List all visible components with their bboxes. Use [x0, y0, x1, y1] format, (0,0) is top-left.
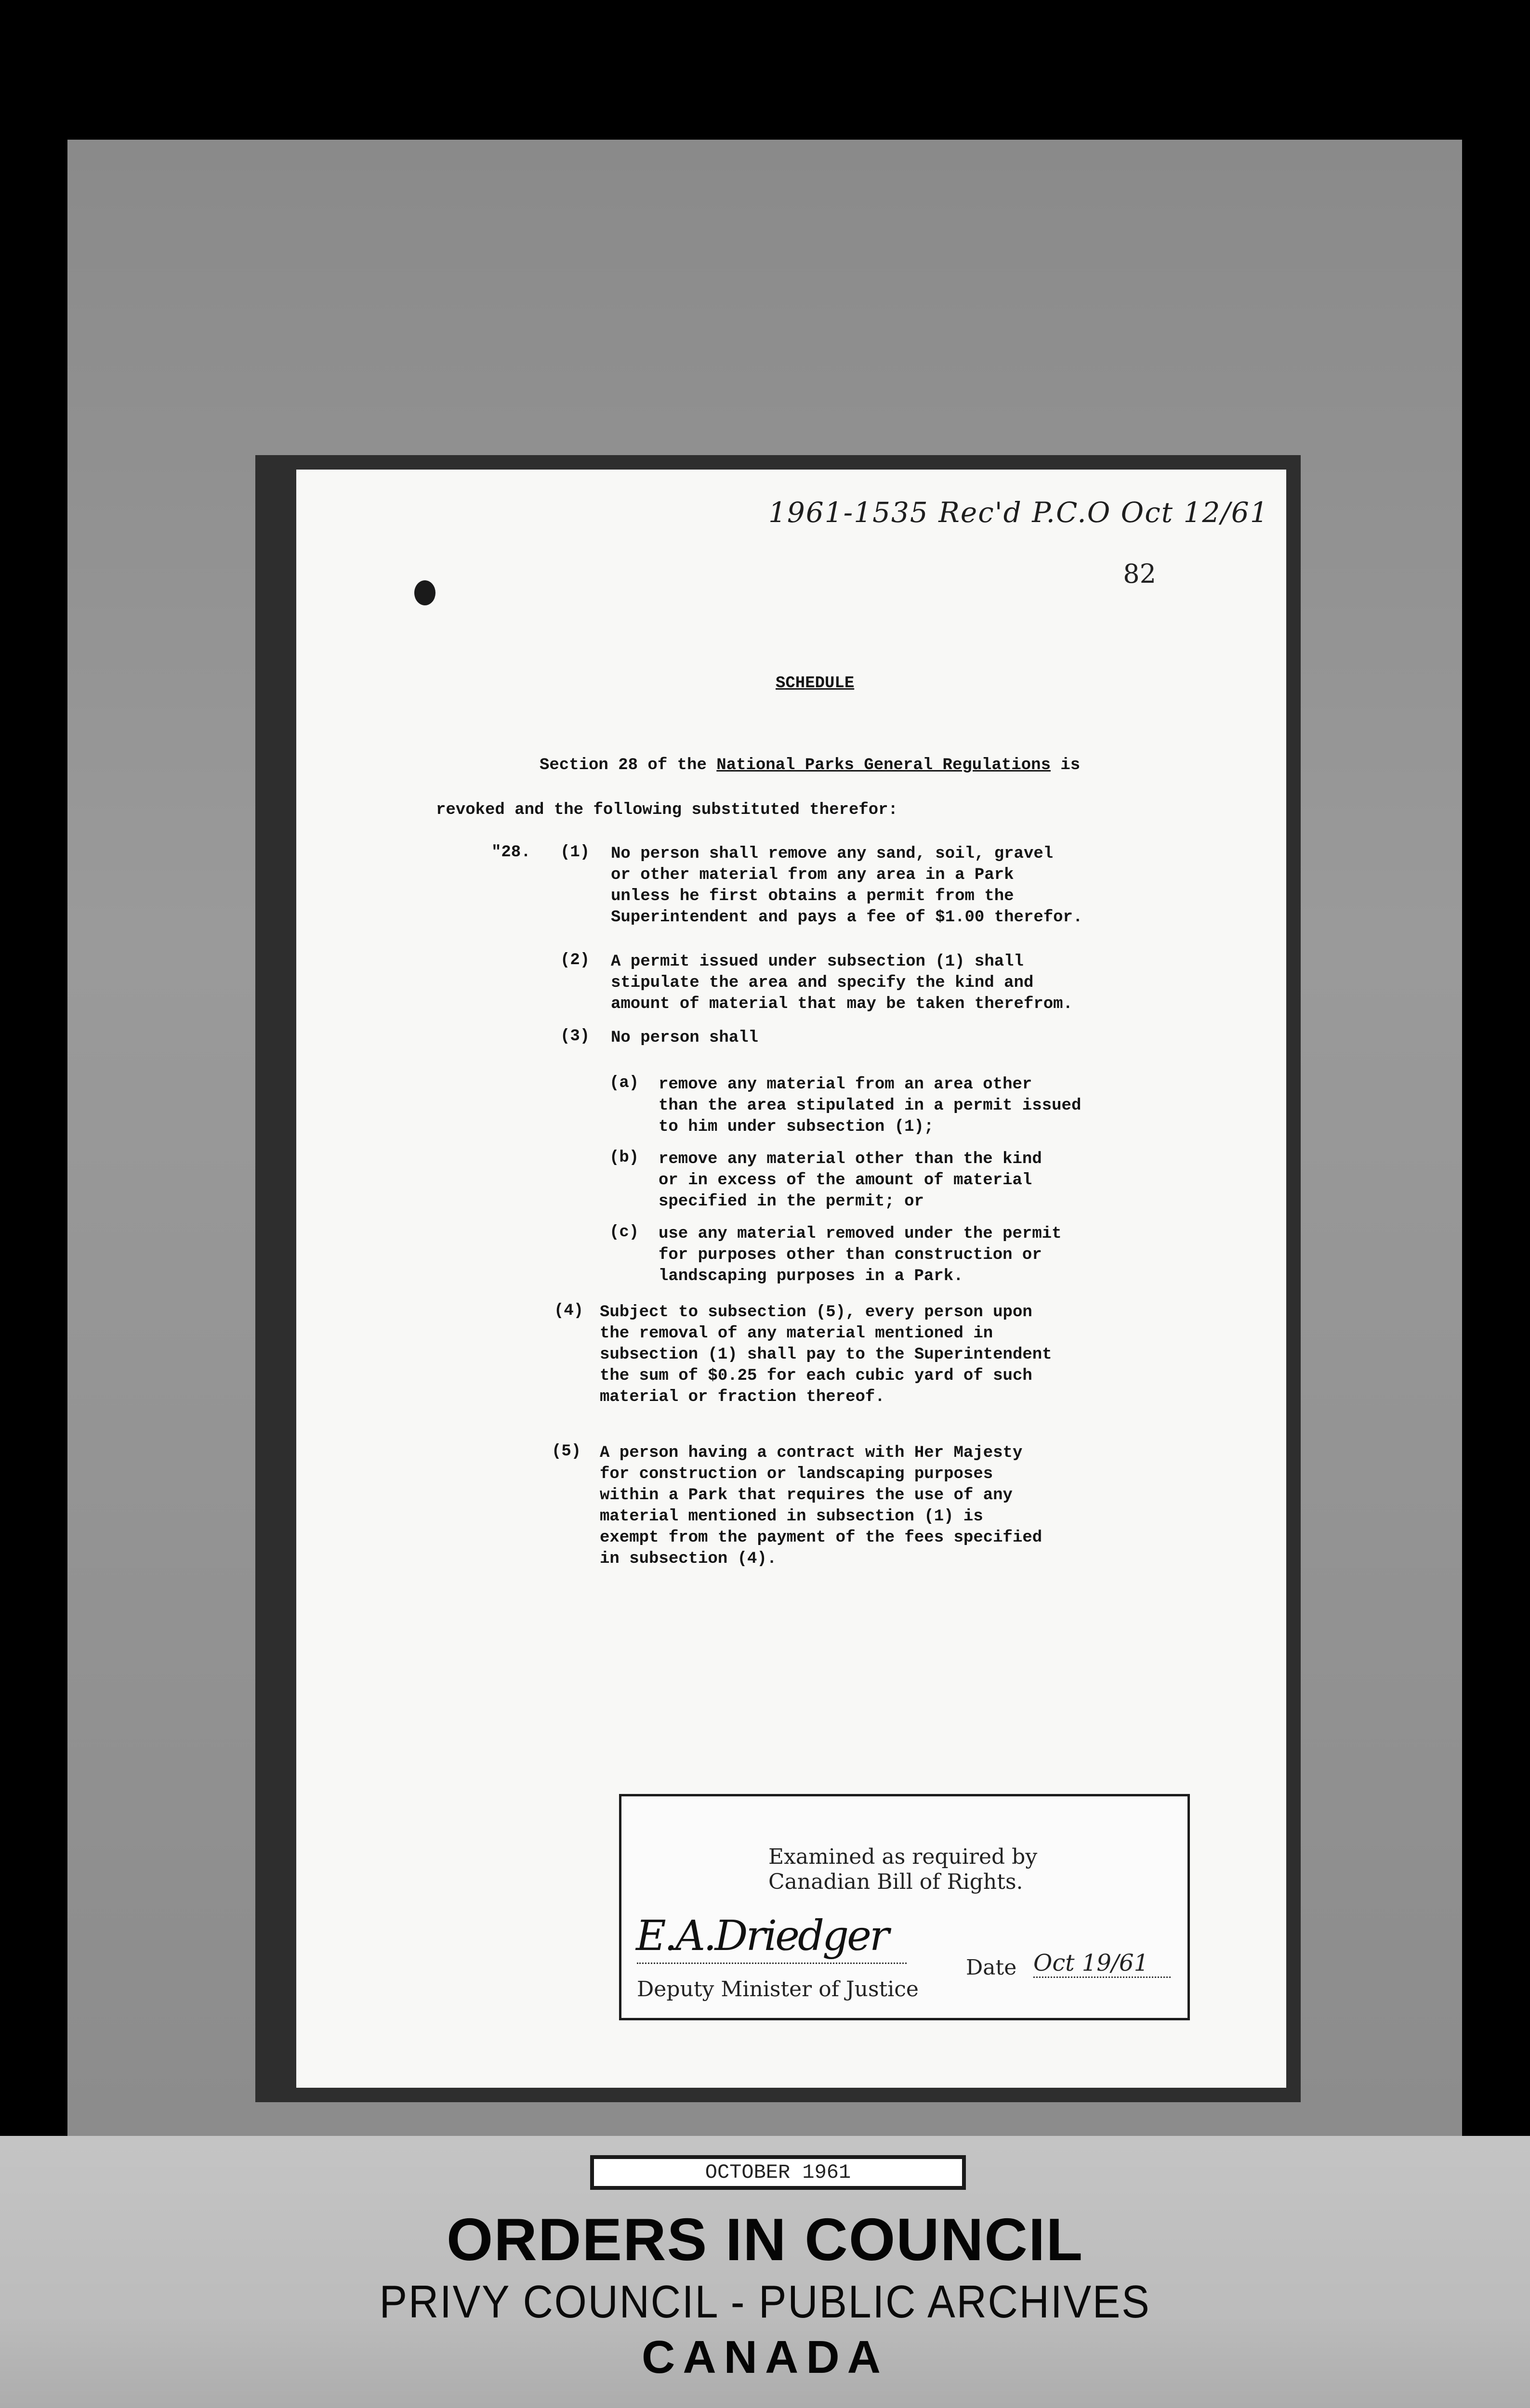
subclause-text: remove any material from an area other than the area stipulated in a permit issued to him under subsection (1);: [659, 1075, 1082, 1136]
page-number: 82: [1123, 559, 1156, 589]
intro-line-1: [540, 756, 1080, 774]
stamp-line-2: Canadian Bill of Rights.: [768, 1870, 1023, 1894]
intro-post: is: [1050, 756, 1081, 774]
clause-number: (4): [554, 1302, 584, 1320]
page-title: SCHEDULE: [776, 674, 855, 693]
subclause-text: use any material removed under the permit for purposes other than construction or landscaping purposes in a Park.: [659, 1225, 1062, 1285]
stamp-line-1: Examined as required by: [768, 1845, 1038, 1869]
date-label: Date: [966, 1955, 1017, 1980]
date-value: Oct 19/61: [1033, 1950, 1171, 1978]
archive-date-label: OCTOBER 1961: [590, 2155, 966, 2190]
section-number: "28.: [491, 843, 531, 862]
archive-country: CANADA: [642, 2331, 888, 2383]
clause-text: No person shall remove any sand, soil, gravel or other material from any area in a Park unless he first obtains a permit from the Superintendent and pays a fee of $1.00 therefor.: [611, 845, 1083, 927]
signer-title: Deputy Minister of Justice: [637, 1977, 919, 2002]
subclause-text: remove any material other than the kind or in excess of the amount of material specified in the permit; or: [659, 1150, 1042, 1211]
document-page: [296, 470, 1286, 2088]
clause-text: A permit issued under subsection (1) shall stipulate the area and specify the kind and amount of material that may be taken therefrom.: [611, 953, 1073, 1013]
signature-line: [637, 1963, 907, 1964]
handwritten-note: 1961-1535 Rec'd P.C.O Oct 12/61: [768, 496, 1269, 529]
signature: E.A.Driedger: [636, 1912, 888, 1960]
clause-number: (3): [560, 1027, 590, 1046]
hole-punch-icon: [414, 580, 435, 605]
subclause-number: (a): [609, 1074, 639, 1092]
clause-number: (1): [560, 843, 590, 862]
intro-regulation-name: National Parks General Regulations: [716, 756, 1051, 774]
intro-pre: Section 28 of the: [540, 756, 717, 774]
archive-subtitle: PRIVY COUNCIL - PUBLIC ARCHIVES: [379, 2276, 1151, 2328]
subclause-number: (b): [609, 1149, 639, 1167]
subclause-number: (c): [609, 1223, 639, 1242]
clause-number: (2): [560, 951, 590, 969]
clause-text: No person shall: [611, 1029, 759, 1047]
archive-title: ORDERS IN COUNCIL: [446, 2207, 1084, 2273]
clause-text: Subject to subsection (5), every person upon the removal of any material mentioned in subsection (1) shall pay to the Superintendent the sum of $0.25 for each cubic yard of such material or fraction thereof.: [600, 1303, 1052, 1406]
clause-number: (5): [552, 1442, 581, 1461]
clause-text: A person having a contract with Her Majesty for construction or landscaping purposes within a Park that requires the use of any material mentioned in subsection (1) is exempt from the payment of the fees specified in subsection (4).: [600, 1444, 1042, 1568]
bill-of-rights-stamp: [619, 1794, 1190, 2020]
intro-line-2: revoked and the following substituted therefor:: [436, 801, 898, 819]
